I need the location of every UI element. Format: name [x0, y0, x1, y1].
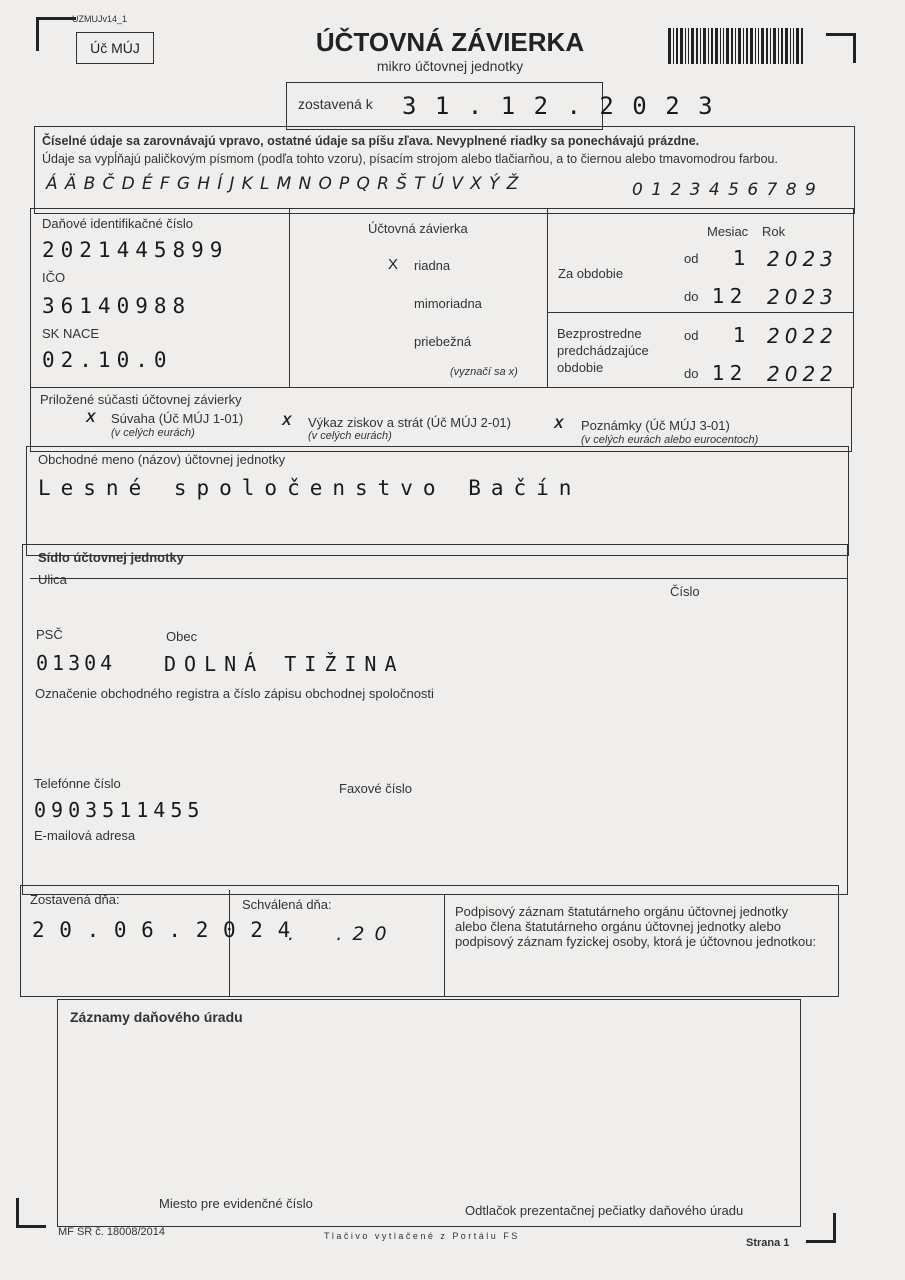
psc-label: PSČ — [36, 627, 63, 642]
signature-line2: alebo člena štatutárneho orgánu účtovnej jednotky alebo — [455, 919, 781, 934]
statement-type-note: (vyznačí sa x) — [450, 366, 518, 378]
barcode — [668, 28, 804, 64]
ico-label: IČO — [42, 270, 66, 285]
attachments-heading: Priložené súčasti účtovnej závierky — [40, 392, 242, 407]
corner-mark-top-right — [826, 33, 856, 63]
city-label: Obec — [166, 629, 198, 644]
attachment-balance-mark[interactable]: X — [86, 409, 96, 425]
previous-period-label-line1: Bezprostredne — [557, 326, 642, 341]
previous-to-label: do — [684, 366, 699, 381]
compiled-on-label: Zostavená dňa: — [30, 892, 120, 907]
sample-digits: 0 1 2 3 4 5 6 7 8 9 — [632, 180, 818, 200]
fax-label: Faxové číslo — [339, 781, 412, 796]
psc-value[interactable]: 01304 — [36, 651, 117, 675]
approved-on-value[interactable]: . . 2 0 — [288, 923, 389, 945]
divider — [444, 894, 445, 997]
compiled-on-value[interactable]: 2 0 . 0 6 . 2 0 2 4 — [32, 918, 292, 942]
compiled-date-value[interactable]: 3 1 . 1 2 . 2 0 2 3 — [402, 92, 715, 120]
month-label: Mesiac — [707, 224, 749, 239]
statement-option-regular[interactable]: riadna — [414, 258, 451, 273]
form-title: ÚČTOVNÁ ZÁVIERKA — [315, 27, 585, 57]
current-to-label: do — [684, 289, 699, 304]
previous-to-month[interactable]: 12 — [712, 361, 748, 385]
current-period-label: Za obdobie — [558, 266, 624, 281]
attachment-balance-label: Súvaha (Úč MÚJ 1-01) — [111, 411, 244, 426]
previous-period-label-line3: obdobie — [557, 360, 604, 375]
nace-value[interactable]: 02.10.0 — [42, 348, 173, 372]
attachment-balance-note: (v celých eurách) — [111, 427, 195, 439]
divider — [547, 208, 548, 388]
city-value[interactable]: DOLNÁ TIŽINA — [164, 652, 405, 676]
corner-mark-bottom-right — [806, 1213, 836, 1243]
statement-option-interim[interactable]: priebežná — [414, 334, 472, 349]
printed-from-portal: T l a č i v o v y t l a č e n é z P o r t á l u F S — [324, 1231, 518, 1241]
house-number-label: Číslo — [670, 584, 700, 599]
form-tag: Úč MÚJ — [76, 32, 154, 64]
divider — [289, 208, 290, 388]
email-label: E-mailová adresa — [34, 828, 136, 843]
previous-to-year[interactable]: 2022 — [767, 362, 838, 386]
signature-line3: podpisový záznam fyzickej osoby, ktorá je účtovnou jednotkou: — [455, 934, 817, 949]
instructions-line1: Číselné údaje sa zarovnávajú vpravo, ostatné údaje sa píšu zľava. Nevyplnené riadky sa ponechávajú prázdne. — [42, 134, 700, 148]
phone-value[interactable]: 0903511455 — [34, 798, 205, 822]
signature-line1: Podpisový záznam štatutárneho orgánu účtovnej jednotky — [455, 904, 789, 919]
previous-from-label: od — [684, 328, 699, 343]
previous-from-year[interactable]: 2022 — [767, 324, 838, 348]
ministry-reference: MF SR č. 18008/2014 — [58, 1226, 166, 1238]
previous-from-month[interactable]: 1 — [733, 323, 751, 347]
compiled-date-label: zostavená k — [298, 96, 373, 112]
divider — [229, 890, 230, 997]
evidence-number-label: Miesto pre evidenčné číslo — [159, 1196, 313, 1211]
company-name-value[interactable]: Lesné spoločenstvo Bačín — [38, 476, 582, 500]
year-label: Rok — [762, 224, 786, 239]
page-number: Strana 1 — [746, 1237, 790, 1249]
registry-label: Označenie obchodného registra a číslo zápisu obchodnej spoločnosti — [35, 686, 434, 701]
stamp-label: Odtlačok prezentačnej pečiatky daňového úradu — [465, 1203, 744, 1218]
statement-option-extraordinary[interactable]: mimoriadna — [414, 296, 482, 311]
seat-box — [22, 544, 848, 895]
current-from-label: od — [684, 251, 699, 266]
attachment-profit-loss-note: (v celých eurách) — [308, 430, 392, 442]
current-to-year[interactable]: 2023 — [767, 285, 838, 309]
divider — [30, 578, 848, 579]
previous-period-label-line2: predchádzajúce — [557, 343, 649, 358]
form-code: UZMUJv14_1 — [72, 14, 128, 24]
divider — [547, 312, 854, 313]
corner-mark-top-left — [36, 17, 76, 51]
tax-office-box — [57, 999, 801, 1227]
current-to-month[interactable]: 12 — [712, 284, 748, 308]
statement-type-mark[interactable]: X — [388, 256, 399, 273]
ico-value[interactable]: 36140988 — [42, 294, 192, 318]
attachment-profit-loss-mark[interactable]: X — [282, 412, 292, 428]
attachment-notes-note: (v celých eurách alebo eurocentoch) — [581, 434, 759, 446]
corner-mark-bottom-left — [16, 1198, 46, 1228]
phone-label: Telefónne číslo — [34, 776, 121, 791]
current-from-month[interactable]: 1 — [733, 246, 751, 270]
street-label: Ulica — [38, 572, 67, 587]
attachment-notes-mark[interactable]: X — [554, 415, 564, 431]
attachment-notes-label: Poznámky (Úč MÚJ 3-01) — [581, 418, 730, 433]
company-name-label: Obchodné meno (názov) účtovnej jednotky — [38, 452, 286, 467]
attachment-profit-loss-label: Výkaz ziskov a strát (Úč MÚJ 2-01) — [308, 415, 511, 430]
nace-label: SK NACE — [42, 326, 100, 341]
instructions-line2: Údaje sa vypĺňajú paličkovým písmom (podľa tohto vzoru), písacím strojom alebo tlačiarňou, a to čiernou alebo tmavomodrou farbou. — [42, 152, 778, 166]
current-from-year[interactable]: 2023 — [767, 247, 838, 271]
approved-on-label: Schválená dňa: — [242, 897, 332, 912]
sample-alphabet: Á Ä B Č D É F G H Í J K L M N O P Q R Š T Ú V X Ý Ž — [46, 174, 519, 194]
tax-office-heading: Záznamy daňového úradu — [70, 1009, 243, 1025]
form-subtitle: mikro účtovnej jednotky — [376, 58, 524, 74]
dic-label: Daňové identifikačné číslo — [42, 216, 194, 231]
seat-heading: Sídlo účtovnej jednotky — [38, 550, 184, 565]
statement-type-heading: Účtovná závierka — [368, 221, 468, 236]
dic-value[interactable]: 2021445899 — [42, 238, 229, 262]
